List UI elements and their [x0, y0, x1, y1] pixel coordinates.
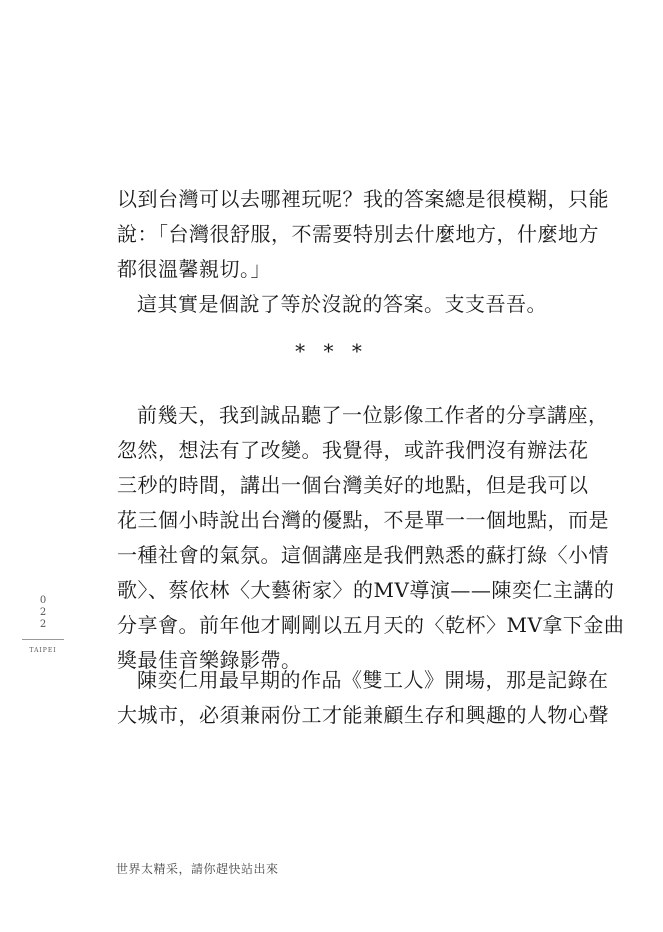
running-footer-title: 世界太精采，請你趕快站出來 [116, 862, 279, 876]
page-number-digit: 2 [39, 619, 47, 630]
paragraph-4 [117, 663, 609, 733]
page-number-digit: 0 [39, 595, 47, 606]
text-line: 三秒的時間，講出一個台灣美好的地點，但是我可以 [117, 473, 589, 497]
paragraph-1 [117, 182, 609, 287]
paragraph-2 [117, 287, 557, 322]
text-line: 這其實是個說了等於沒說的答案。支支吾吾。 [137, 292, 547, 316]
text-line: 一種社會的氣氛。這個講座是我們熟悉的蘇打綠〈小情 [117, 543, 609, 567]
text-line: 獎最佳音樂錄影帶。 [117, 648, 302, 672]
section-separator: * * * [295, 339, 368, 363]
text-line: 大城市，必須兼兩份工才能兼顧生存和興趣的人物心聲 [117, 703, 609, 727]
text-line: 說：「台灣很舒服，不需要特別去什麼地方，什麼地方 [117, 222, 599, 246]
text-line: 分享會。前年他才剛剛以五月天的〈乾杯〉MV拿下金曲 [117, 613, 625, 637]
text-line: 前幾天，我到誠品聽了一位影像工作者的分享講座， [137, 403, 609, 427]
folio-divider [22, 639, 64, 640]
text-line: 以到台灣可以去哪裡玩呢？我的答案總是很模糊，只能 [117, 187, 609, 211]
text-line: 陳奕仁用最早期的作品《雙工人》開場，那是記錄在 [137, 668, 609, 692]
paragraph-3 [117, 398, 625, 678]
folio-label: TAIPEI [29, 647, 57, 654]
text-line: 花三個小時說出台灣的優點，不是單一一個地點，而是 [117, 508, 609, 532]
page-number-digit: 2 [39, 607, 47, 618]
page-folio [22, 595, 64, 654]
text-line: 忽然，想法有了改變。我覺得，或許我們沒有辦法花 [117, 438, 589, 462]
text-line: 歌〉、蔡依林〈大藝術家〉的MV導演——陳奕仁主講的 [117, 578, 615, 602]
text-line: 都很溫馨親切。」 [117, 257, 271, 281]
